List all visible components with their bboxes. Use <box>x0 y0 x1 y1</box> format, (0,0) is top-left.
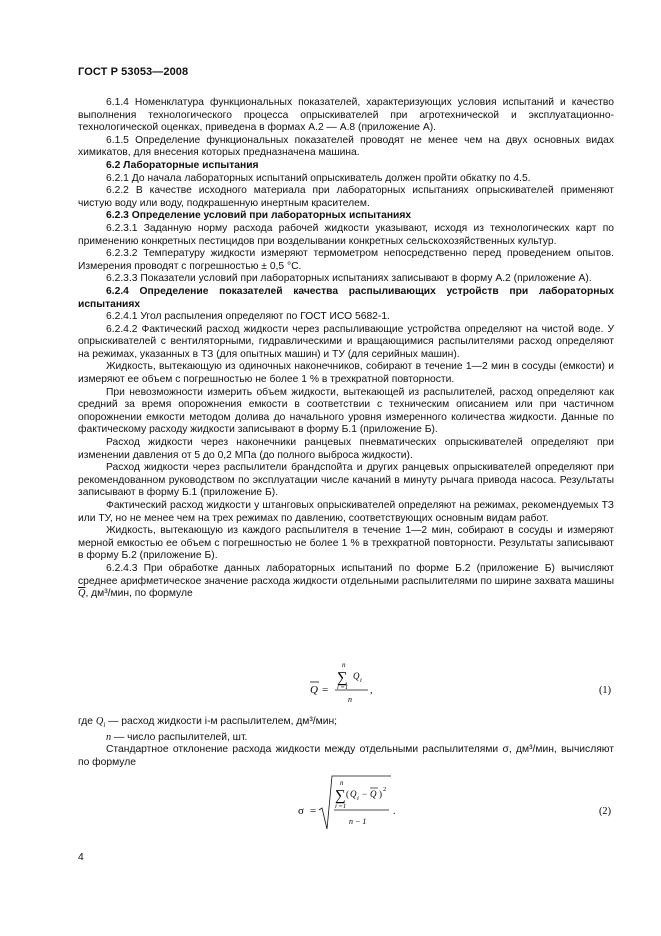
paragraph-liquid-single-nozzles: Жидкость, вытекающую из одиночных наконечников, собирают в течение 1—2 мин в сосуды (емкости) и измеряют ее объем с погрешностью не более 1 % в трехкратной повторности. <box>78 361 614 386</box>
formula-2-term-sub: i <box>357 795 359 802</box>
formula-1-svg <box>78 660 614 716</box>
definition-n <box>78 732 614 745</box>
paragraph-6-2-3-3: 6.2.3.3 Показатели условий при лабораторных испытаниях записывают в форму А.2 (приложение А). <box>106 273 592 285</box>
heading-6-2: 6.2 Лабораторные испытания <box>106 159 259 171</box>
formula-2-tail: . <box>393 806 396 817</box>
paragraph-6-1-5: 6.1.5 Определение функциональных показателей проводят не менее чем на двух основных видах химикатов, для внесения которых предназначена машина. <box>78 134 614 159</box>
formula-2-svg <box>78 774 614 838</box>
formula-1-term-sub: i <box>360 677 362 684</box>
paragraph-6-2-1: 6.2.1 До начала лабораторных испытаний опрыскиватель должен пройти обкатку по 4.5. <box>106 172 531 184</box>
document-body <box>78 97 614 601</box>
paragraph-6-2-4-2: 6.2.4.2 Фактический расход жидкости через распыливающие устройства определяют на чистой воде. У опрыскивателей с вентиляторными, гидравлическими и вращающимися распылителями расход определяют на режимах, указанных в ТЗ (для опытных машин) и ТУ (для серийных машин). <box>78 323 614 360</box>
paragraph-knapsack-pneumatic: Расход жидкости через наконечники ранцевых пневматических опрыскивателей определяют при изменении давления от 5 до 0,2 МПа (до полного выброса жидкости). <box>78 437 614 461</box>
paragraph-std-deviation: Стандартное отклонение расхода жидкости между отдельными распылителями σ, дм³/мин, вычисляют по формуле <box>78 744 614 768</box>
formula-2-sum-bottom: i =1 <box>335 803 347 810</box>
paragraph-6-2-4-3 <box>78 563 614 601</box>
definition-qi-text: — расход жидкости i-м распылителем, дм³/мин; <box>105 716 338 727</box>
paragraph-volume-impossible: При невозможности измерить объем жидкости, вытекающей из распылителей, расход определяют как средний за время опорожнения емкости в соответствии с техническим описанием или при частичном опорожнении емкости методом долива до начального уровня измеренного количества жидкости. Данные по фактическому расходу жидкости записывают в форму Б.1 (приложение Б). <box>78 386 614 436</box>
formula-2-sigma-sum: ∑ <box>335 788 346 804</box>
definition-n-text: — число распылителей, шт. <box>111 731 248 743</box>
q-mean-symbol: $\overline{Q}$ <box>78 588 86 600</box>
formula-1 <box>78 660 614 716</box>
paragraph-hose-sprayers: Расход жидкости через распылители брандспойта и других ранцевых опрыскивателей определяют при рекомендованном руководством по эксплуатации числе качаний в минуту рычага привода насоса. Результаты записывают в форму Б.1 (приложение Б). <box>78 462 614 499</box>
formula-2-lhs: σ <box>298 805 304 817</box>
paragraph-6-1-4: 6.1.4 Номенклатура функциональных показателей, характеризующих условия испытаний и качество выполнения технологического процесса опрыскивателей при агротехнической и эксплуатационно-технологической оценках, приведена в формах А.2 — А.8 (приложение А). <box>78 97 614 134</box>
definition-qi-lead: где <box>78 716 96 727</box>
formula-1-tail: , <box>370 685 373 696</box>
paragraph-6-2-4-3-text-a: 6.2.4.3 При обработке данных лабораторных испытаний по форме Б.2 (приложение Б) вычисляют среднее арифметическое значение расхода жидкости отдельными распылителями по ширине захвата машины <box>78 562 614 587</box>
paragraph-6-2-4-3-text-b: , дм³/мин, по формуле <box>85 588 193 600</box>
formula-1-sum-bottom: i =1 <box>337 684 349 691</box>
formula-2-number: (2) <box>599 806 612 817</box>
formula-1-sum-top: n <box>342 661 346 669</box>
formula-2-denominator: n − 1 <box>349 817 367 826</box>
heading-6-2-4: 6.2.4 Определение показателей качества распыливающих устройств при лабораторных испытаниях <box>78 285 614 310</box>
formula-2-paren-close: ) <box>379 789 382 799</box>
heading-6-2-3: 6.2.3 Определение условий при лабораторных испытаниях <box>106 210 412 222</box>
paragraph-6-2-3-1: 6.2.3.1 Заданную норму расхода рабочей жидкости указывают, исходя из технологических карт по применению конкретных пестицидов при возделывании конкретных сельскохозяйственных культур. <box>78 222 614 247</box>
formula-2-paren-open: ( <box>346 789 349 799</box>
formula-1-sigma-sum: ∑ <box>337 670 348 686</box>
formula-2-term-a: Q <box>350 789 357 799</box>
paragraph-6-2-3-2: 6.2.3.2 Температуру жидкости измеряют термометром непосредственно перед проведением опытов. Измерения проводят с погрешностью ± 0,5 °С. <box>78 248 614 272</box>
page-number: 4 <box>78 852 84 863</box>
formula-2-sum-top: n <box>340 779 344 787</box>
formula-2-equals: = <box>310 805 317 817</box>
formula-1-definitions <box>78 716 614 769</box>
formula-2-power: 2 <box>383 786 387 793</box>
formula-1-equals: = <box>322 684 329 696</box>
formula-1-term: Q <box>353 671 360 681</box>
definition-qi-sub: i <box>103 721 106 730</box>
paragraph-6-2-2: 6.2.2 В качестве исходного материала при лабораторных испытаниях опрыскивателей применяют чистую воду или воду, подкрашенную инертным красителем. <box>78 185 614 209</box>
definition-qi <box>78 716 614 732</box>
formula-2-term-b: Q <box>370 789 377 799</box>
paragraph-6-2-4-1: 6.2.4.1 Угол распыления определяют по ГОСТ ИСО 5682-1. <box>106 311 390 323</box>
formula-1-number: (1) <box>599 685 612 696</box>
formula-2 <box>78 774 614 838</box>
formula-1-denominator: n <box>348 695 352 704</box>
formula-2-minus: − <box>362 789 368 799</box>
formula-1-lhs: Q <box>310 684 318 696</box>
paragraph-boom-sprayers: Фактический расход жидкости у штанговых опрыскивателей определяют на режимах, рекомендуемых ТЗ или ТУ, но не менее чем на трех режимах по давлению, соответствующих основным видам работ. <box>78 500 614 524</box>
document-code-header: ГОСТ Р 53053—2008 <box>78 66 189 78</box>
definition-qi-symbol: Q <box>95 716 104 727</box>
definition-n-symbol: n <box>106 731 112 743</box>
paragraph-each-sprayer: Жидкость, вытекающую из каждого распылителя в течение 1—2 мин, собирают в сосуды и измеряют мерной емкостью ее объем с погрешностью не более 1 % в трехкратной повторности. Результаты записывают в форму Б.2 (приложение Б). <box>78 525 614 562</box>
